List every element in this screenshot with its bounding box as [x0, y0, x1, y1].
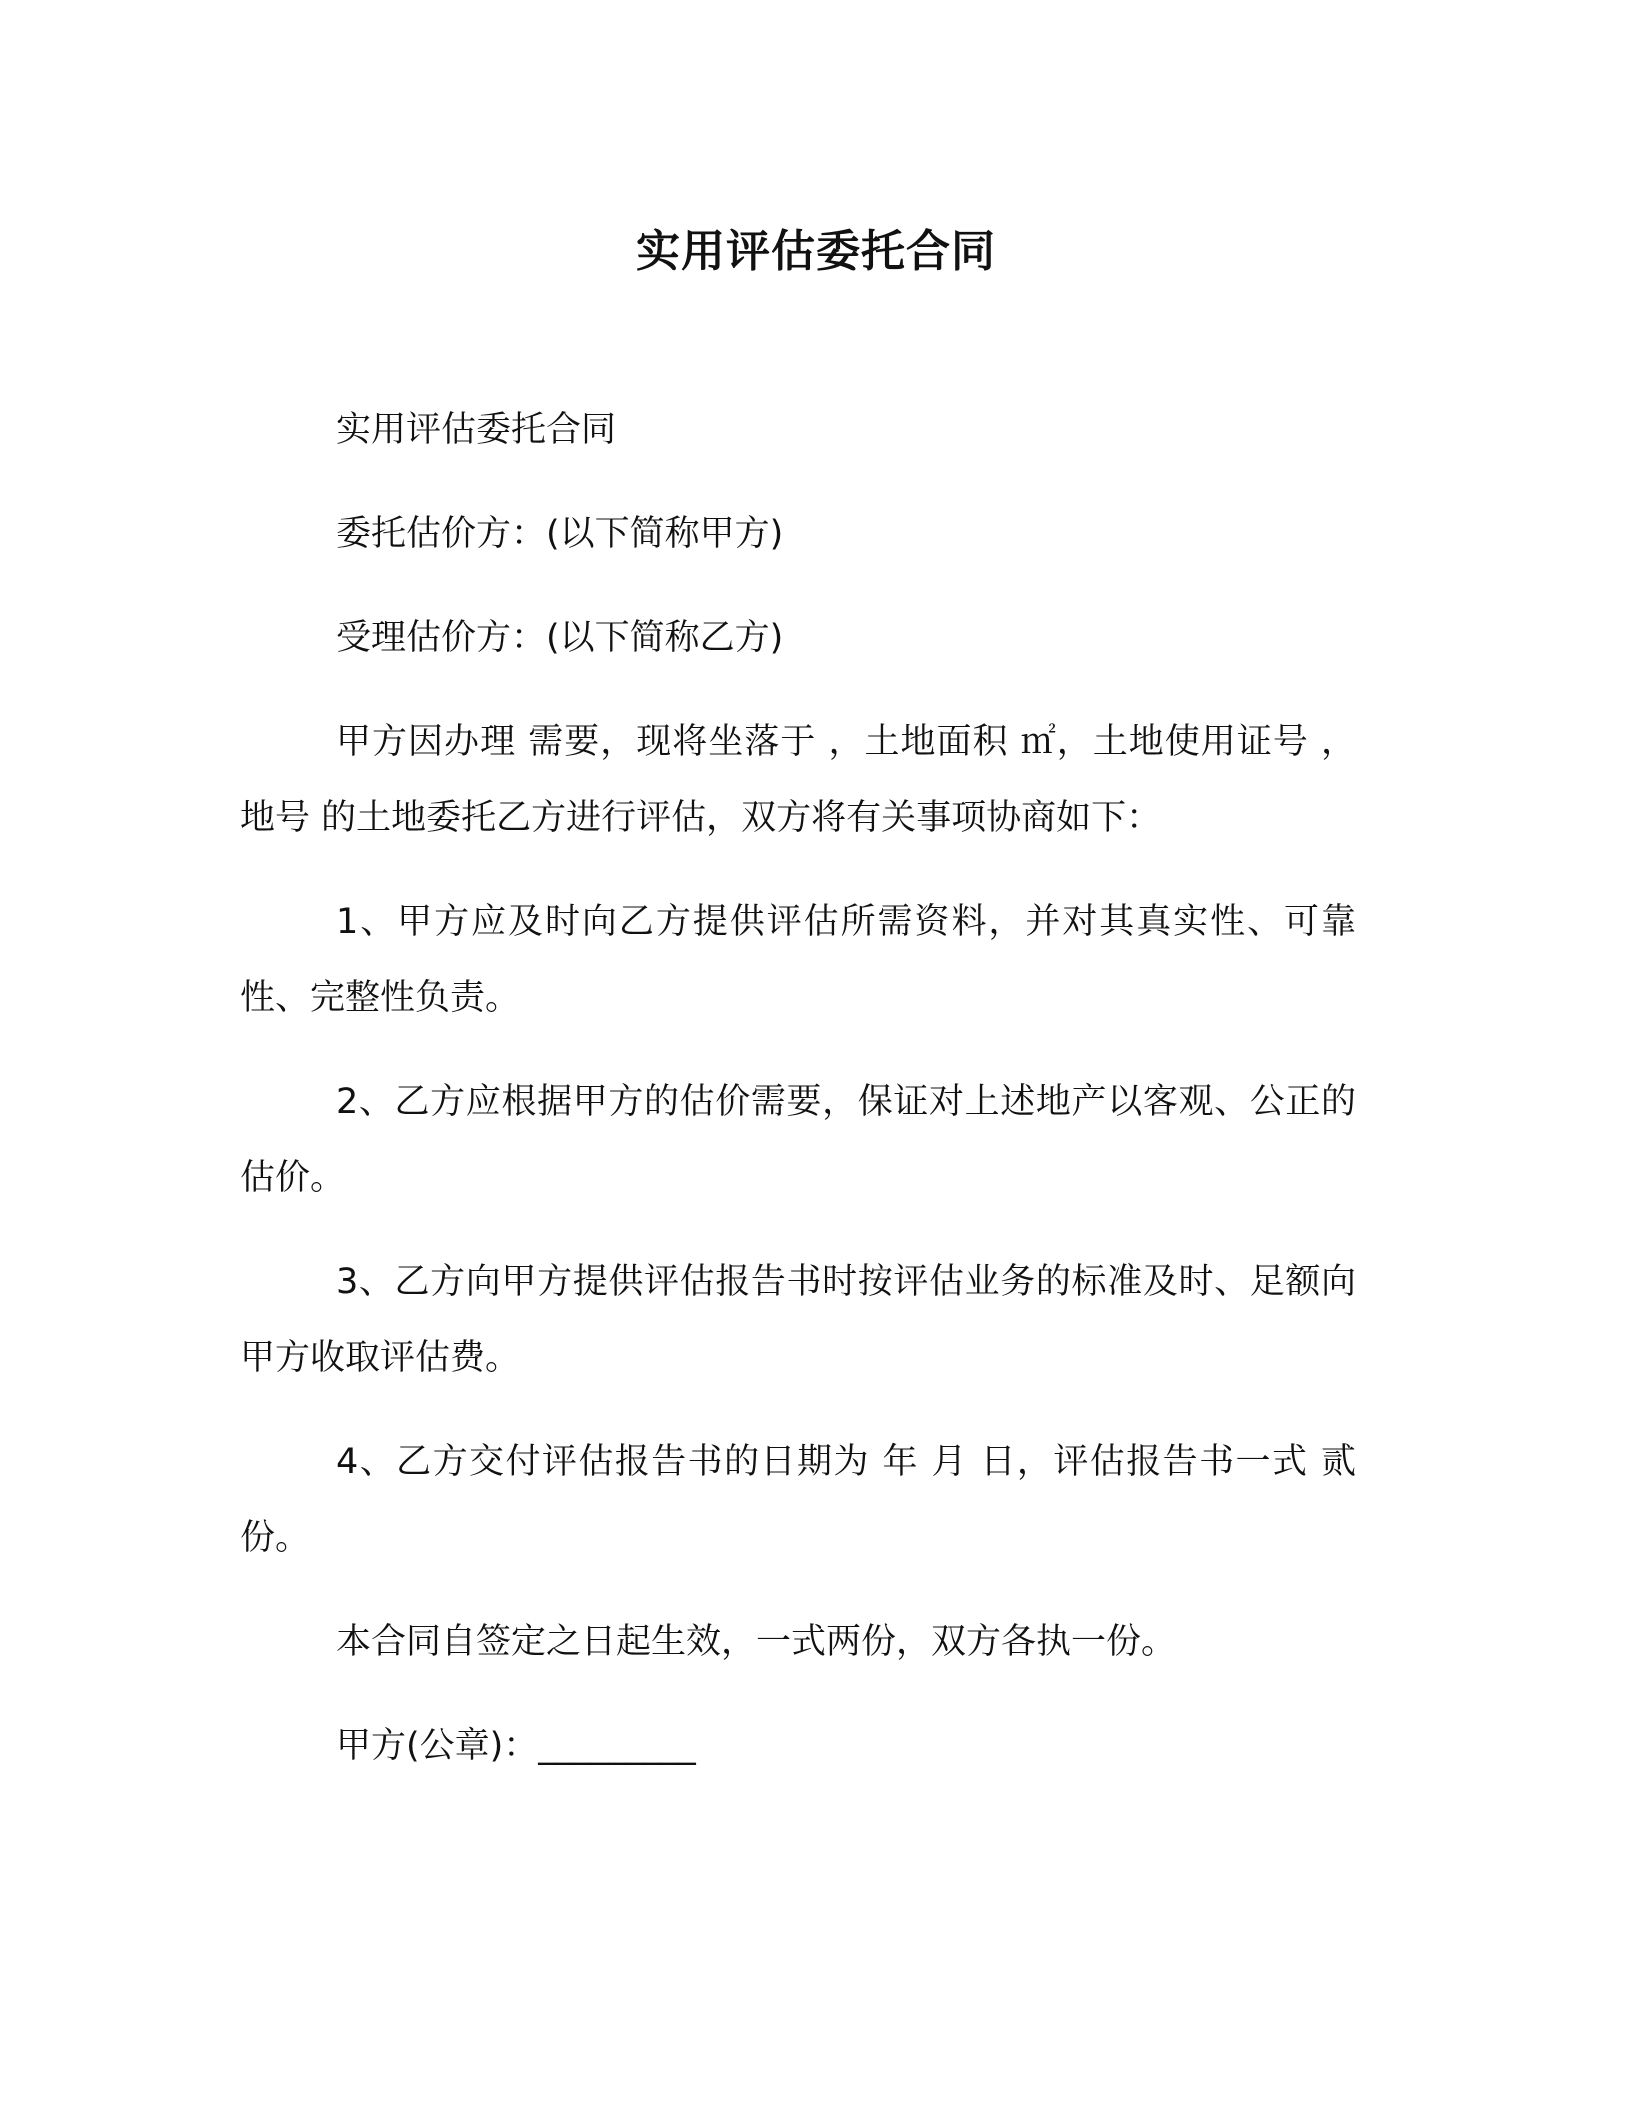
appraiser-party-line: 受理估价方：(以下简称乙方): [336, 618, 784, 658]
document-title: 实用评估委托合同: [636, 226, 996, 277]
party-a-seal-line: 甲方(公章)：_________: [336, 1726, 696, 1766]
document-body: [240, 392, 1356, 1812]
clause-1: 1、甲方应及时向乙方提供评估所需资料，并对其真实性、可靠性、完整性负责。: [240, 902, 1356, 1018]
clause-3: 3、乙方向甲方提供评估报告书时按评估业务的标准及时、足额向甲方收取评估费。: [240, 1262, 1356, 1378]
client-party-line: 委托估价方：(以下简称甲方): [336, 514, 784, 554]
clause-2: 2、乙方应根据甲方的估价需要，保证对上述地产以客观、公正的估价。: [240, 1082, 1356, 1198]
clause-4: 4、乙方交付评估报告书的日期为 年 月 日，评估报告书一式 贰份。: [240, 1442, 1356, 1558]
subtitle-paragraph: 实用评估委托合同: [336, 410, 617, 450]
intro-paragraph: 甲方因办理 需要，现将坐落于 ，土地面积 ㎡，土地使用证号 ，地号 的土地委托乙方进行评估，双方将有关事项协商如下：: [240, 722, 1356, 838]
effective-clause: 本合同自签定之日起生效，一式两份，双方各执一份。: [336, 1622, 1177, 1662]
